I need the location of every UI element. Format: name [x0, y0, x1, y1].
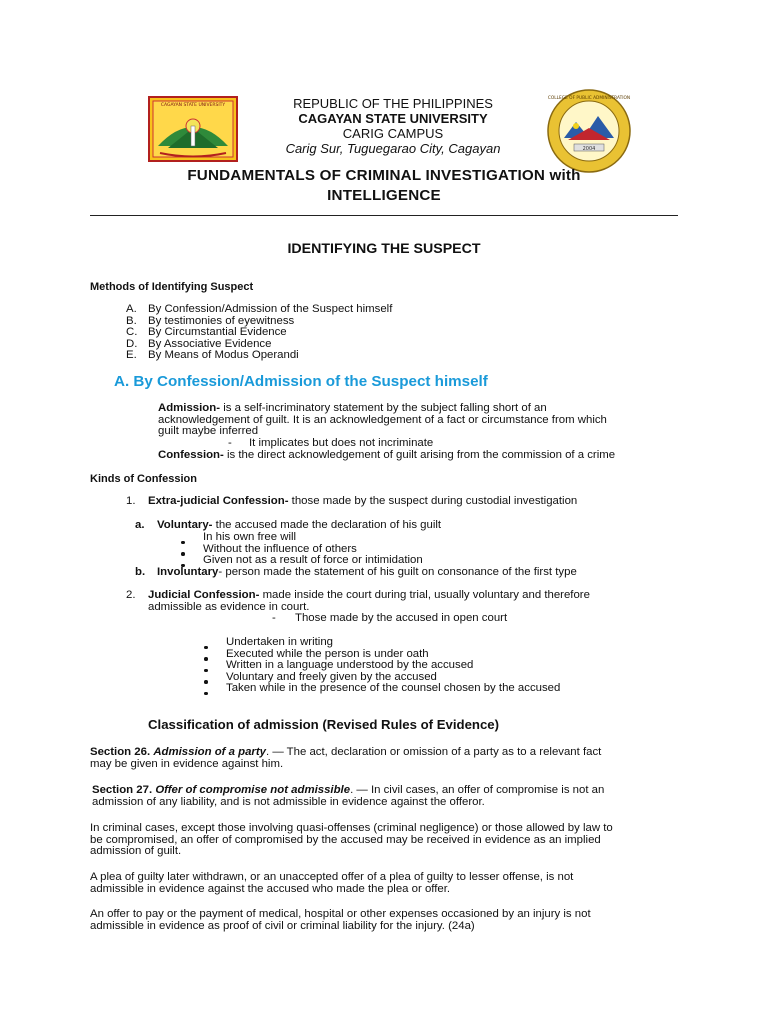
- section-27-text-1: . — In civil cases, an offer of compromise is not an: [350, 784, 605, 796]
- methods-item-marker: D.: [126, 337, 138, 350]
- extra-judicial-item: [148, 496, 668, 508]
- methods-item-marker: B.: [126, 314, 137, 327]
- voluntary-term: Voluntary-: [157, 519, 213, 531]
- methods-item-text: By Confession/Admission of the Suspect himself: [148, 303, 393, 315]
- header-line-1: REPUBLIC OF THE PHILIPPINES: [293, 96, 493, 111]
- section-27-label: Section 27.: [92, 784, 153, 796]
- confession-def: is the direct acknowledgement of guilt arising from the commission of a crime: [223, 449, 616, 461]
- criminal-cases-line-3: admission of guilt.: [90, 845, 182, 858]
- admission-def-line-2: acknowledgement of guilt. It is an acknowledgement of a fact or circumstance from which: [158, 413, 607, 426]
- offer-paragraph: [90, 909, 678, 932]
- document-title: [90, 166, 678, 206]
- offer-line-1: An offer to pay or the payment of medical, hospital or other expenses occasioned by an injury is not: [90, 908, 591, 920]
- admission-def-line-3: guilt maybe inferred: [158, 425, 259, 438]
- judicial-bullet-text: Executed while the person is under oath: [226, 647, 429, 660]
- section-26-text-1: . — The act, declaration or omission of a party as to a relevant fact: [265, 746, 602, 758]
- judicial-marker: 2.: [126, 589, 136, 601]
- classification-heading: Classification of admission (Revised Rules of Evidence): [148, 717, 500, 732]
- bullet-icon: [204, 692, 208, 696]
- plea-paragraph: [90, 872, 678, 895]
- involuntary-marker: b.: [135, 566, 146, 578]
- voluntary-bullet-text: Given not as a result of force or intimidation: [203, 554, 423, 567]
- university-header: [262, 97, 524, 157]
- voluntary-bullet-text: In his own free will: [203, 531, 297, 543]
- involuntary-def: - person made the statement of his guilt on consonance of the first type: [218, 566, 577, 578]
- voluntary-marker: a.: [135, 519, 145, 531]
- extra-judicial-def: those made by the suspect during custodial investigation: [288, 495, 578, 507]
- criminal-cases-line-2: be compromised, an offer of compromised by the accused may be received in evidence as an implied: [90, 833, 601, 846]
- judicial-term: Judicial Confession-: [148, 589, 260, 601]
- section-26-title: Admission of a party: [153, 746, 266, 758]
- voluntary-def: the accused made the declaration of his guilt: [212, 519, 442, 531]
- section-26: [90, 747, 678, 770]
- left-seal-text: CAGAYAN STATE UNIVERSITY: [160, 103, 226, 108]
- methods-item-text: By Means of Modus Operandi: [148, 349, 299, 362]
- section-27-title: Offer of compromise not admissible: [155, 784, 351, 796]
- criminal-cases-line-1: In criminal cases, except those involving quasi-offenses (criminal negligence) or those allowed by law to: [90, 822, 613, 834]
- section-27-text-2: admission of any liability, and is not admissible in evidence against the offeror.: [92, 795, 485, 808]
- judicial-bullet-item: [204, 683, 644, 695]
- judicial-bullets: [204, 637, 644, 695]
- methods-item-text: By Circumstantial Evidence: [148, 326, 287, 339]
- involuntary-term: Involuntary: [157, 566, 219, 578]
- section-title: IDENTIFYING THE SUSPECT: [287, 241, 481, 257]
- involuntary-item: [157, 567, 677, 579]
- header-divider: [90, 215, 678, 216]
- confession-term: Confession-: [158, 449, 224, 461]
- criminal-cases-paragraph: [90, 823, 678, 858]
- methods-list: [126, 304, 546, 362]
- confession-definition: [158, 450, 678, 462]
- methods-heading: Methods of Identifying Suspect: [90, 281, 254, 293]
- methods-item: [126, 304, 546, 316]
- voluntary-bullets: [181, 532, 621, 567]
- admission-def-line-1: is a self-incriminatory statement by the subject falling short of an: [220, 402, 547, 414]
- methods-item: [126, 350, 546, 362]
- section-26-text-2: may be given in evidence against him.: [90, 757, 284, 770]
- header-line-3: CARIG CAMPUS: [342, 125, 444, 141]
- judicial-item: [148, 590, 678, 613]
- judicial-bullet-text: Undertaken in writing: [226, 636, 333, 648]
- extra-judicial-marker: 1.: [126, 495, 136, 507]
- methods-item-marker: C.: [126, 326, 138, 339]
- methods-item-text: By testimonies of eyewitness: [148, 314, 295, 327]
- judicial-def-line-1: made inside the court during trial, usually voluntary and therefore: [259, 589, 590, 601]
- admission-note: It implicates but does not incriminate: [249, 437, 434, 449]
- judicial-note-marker: -: [272, 612, 276, 624]
- csu-seal-logo: [148, 96, 238, 162]
- right-seal-text: COLLEGE OF PUBLIC ADMINISTRATION: [547, 96, 631, 101]
- offer-line-2: admissible in evidence as proof of civil or criminal liability for the injury. (24a): [90, 919, 475, 932]
- methods-item-marker: A.: [126, 303, 137, 315]
- judicial-note: Those made by the accused in open court: [295, 612, 508, 624]
- judicial-bullet-item: [204, 637, 644, 649]
- admission-note-marker: -: [228, 437, 232, 449]
- kinds-heading: Kinds of Confession: [90, 473, 197, 485]
- section-26-label: Section 26.: [90, 746, 151, 758]
- plea-line-1: A plea of guilty later withdrawn, or an unaccepted offer of a plea of guilty to lesser offense, is not: [90, 871, 574, 883]
- judicial-bullet-text: Taken while in the presence of the counsel chosen by the accused: [226, 682, 561, 695]
- header-line-2: CAGAYAN STATE UNIVERSITY: [298, 110, 488, 126]
- judicial-bullet-text: Voluntary and freely given by the accused: [226, 670, 437, 683]
- plea-line-2: admissible in evidence against the accused who made the plea or offer.: [90, 882, 451, 895]
- voluntary-bullet-item: [181, 532, 621, 544]
- document-title-line-1: FUNDAMENTALS OF CRIMINAL INVESTIGATION with: [187, 167, 581, 184]
- subsection-heading: A. By Confession/Admission of the Suspect himself: [114, 373, 488, 390]
- section-27: [92, 785, 678, 808]
- right-seal-year: 2004: [582, 146, 596, 152]
- extra-judicial-term: Extra-judicial Confession-: [148, 495, 289, 507]
- voluntary-bullet-text: Without the influence of others: [203, 542, 357, 555]
- cpa-seal-logo: [546, 88, 632, 174]
- header-line-4: Carig Sur, Tuguegarao City, Cagayan: [285, 140, 501, 156]
- methods-item-text: By Associative Evidence: [148, 337, 272, 350]
- judicial-bullet-text: Written in a language understood by the accused: [226, 659, 474, 672]
- admission-term: Admission-: [158, 402, 221, 414]
- document-title-line-2: INTELLIGENCE: [327, 186, 441, 204]
- methods-item-marker: E.: [126, 349, 137, 362]
- admission-definition: [158, 403, 668, 438]
- judicial-def-line-2: admissible as evidence in court.: [148, 600, 310, 613]
